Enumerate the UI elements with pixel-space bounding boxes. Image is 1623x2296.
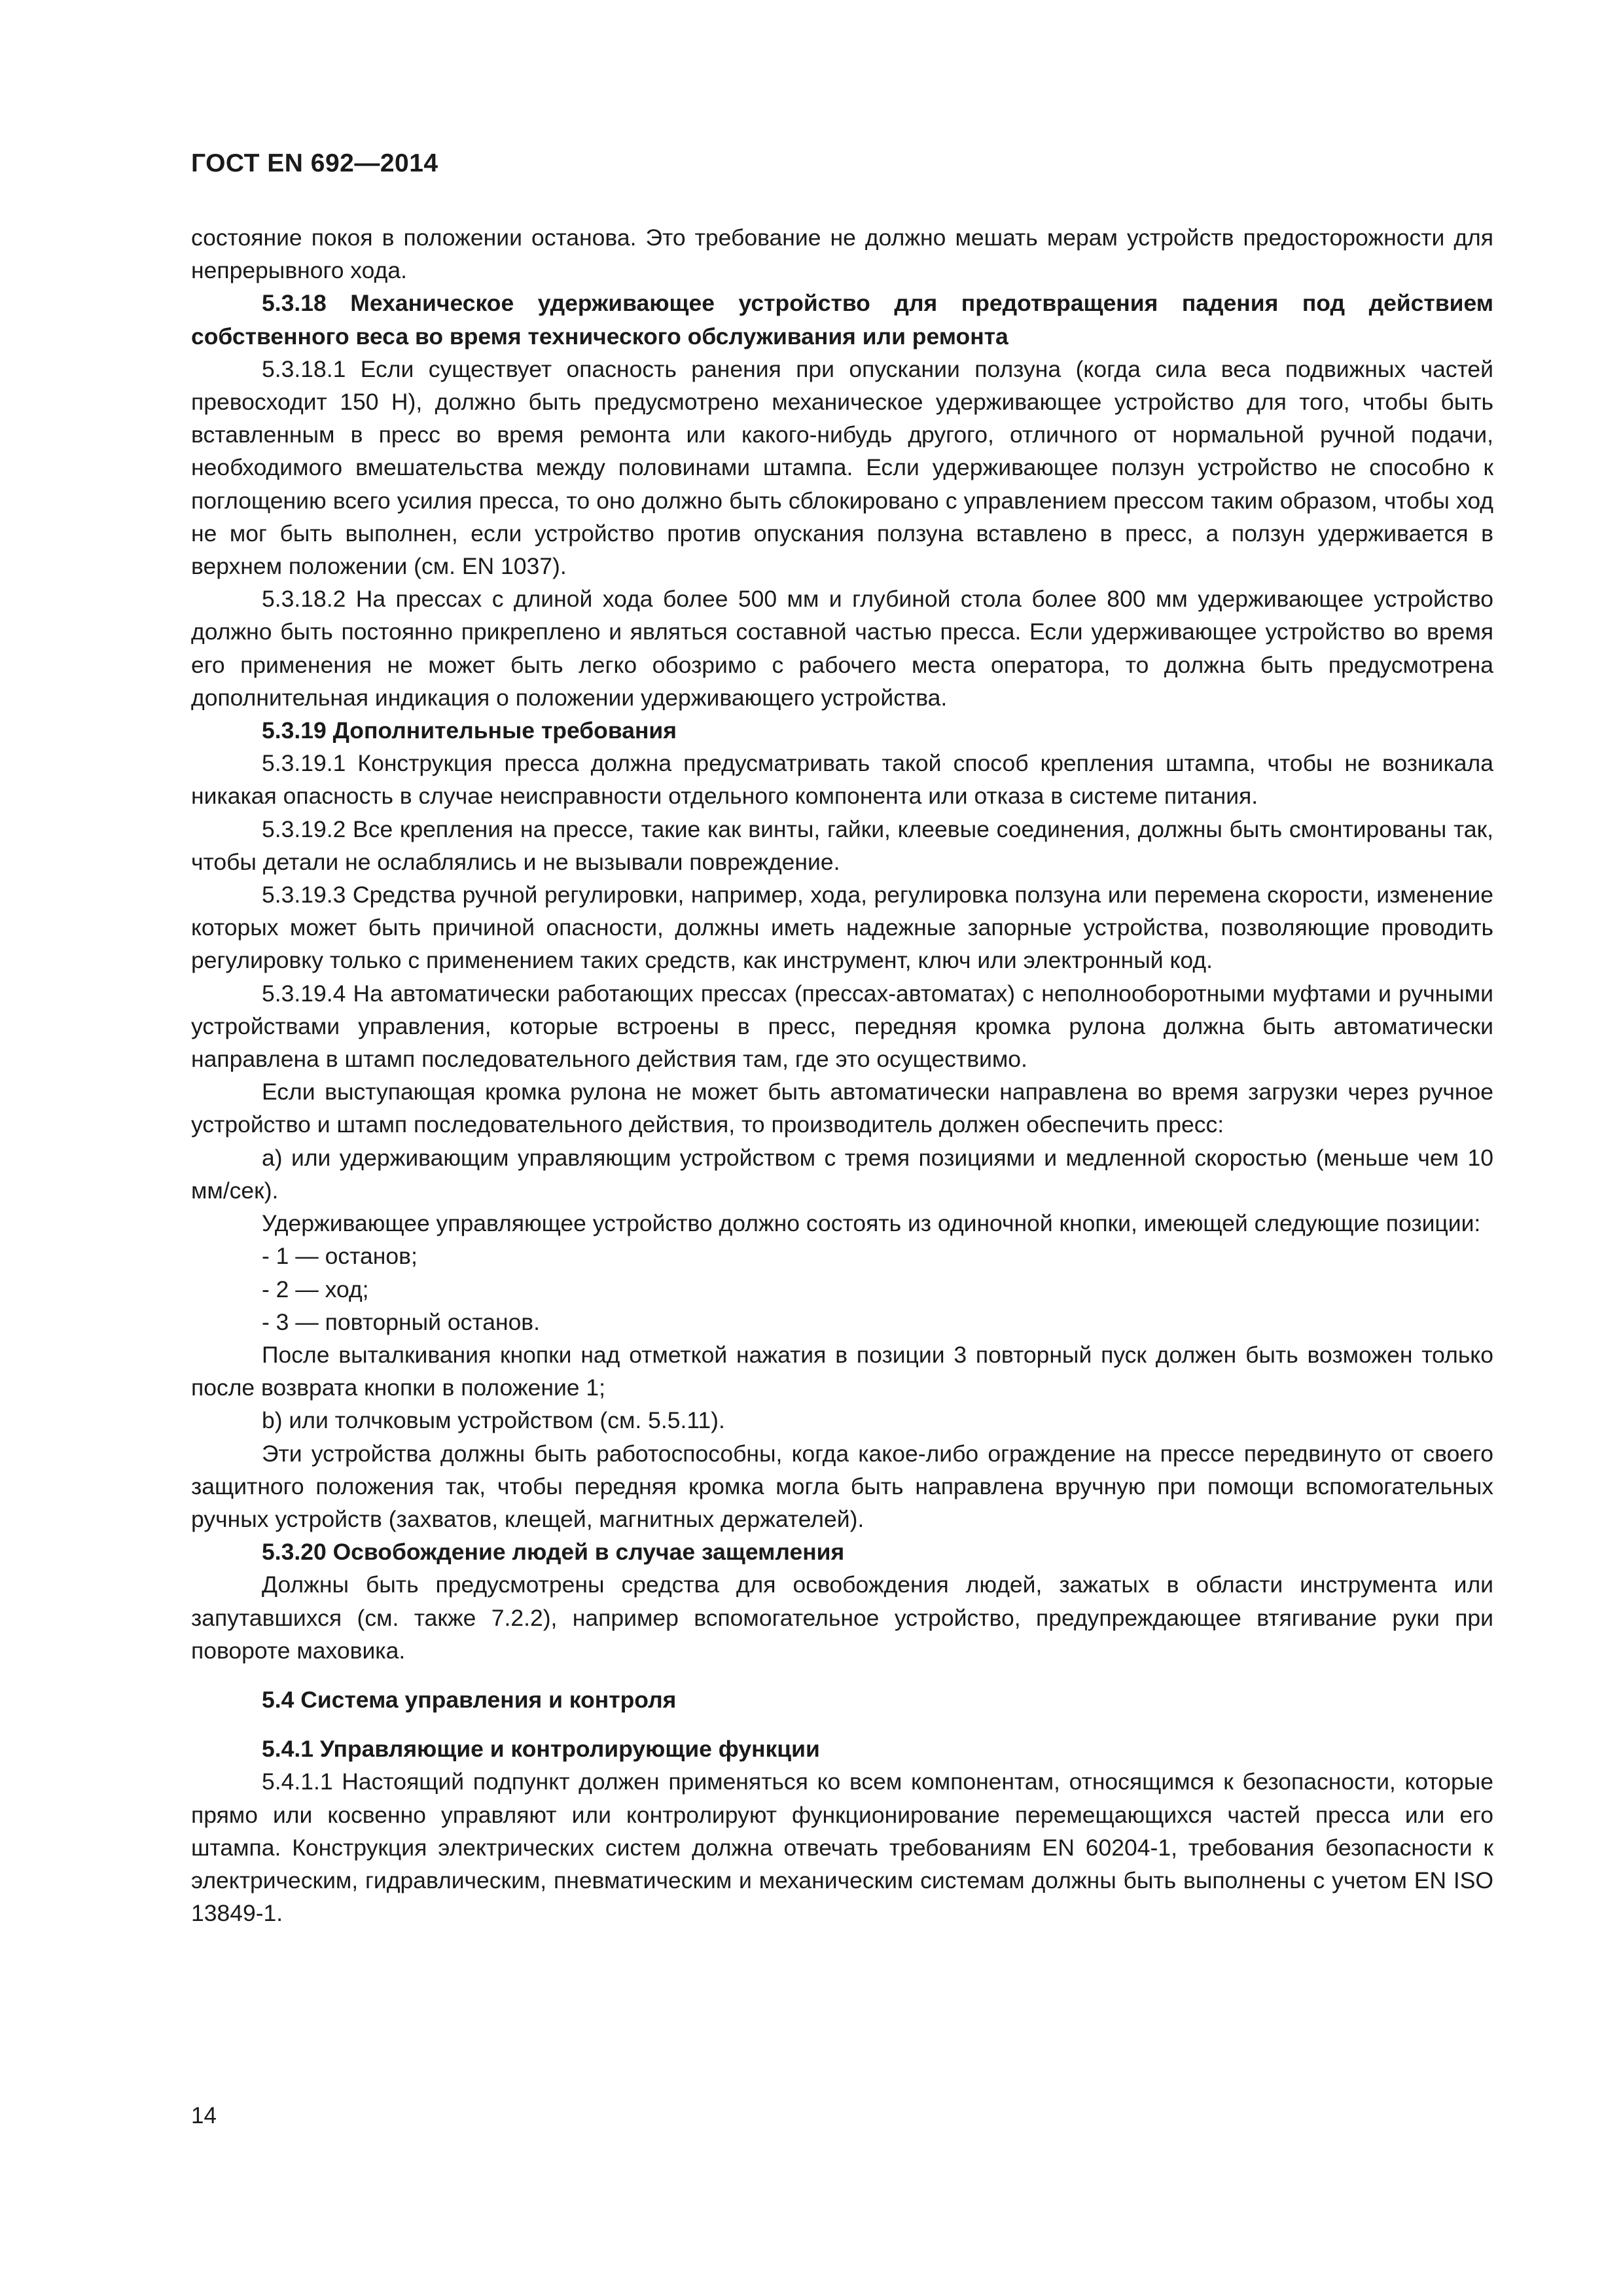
paragraph-5-3-18-1: 5.3.18.1 Если существует опасность ранения при опускании ползуна (когда сила веса подвижных частей превосходит 150 Н), должно быть предусмотрено механическое удерживающее устройство для того, чтобы быть вставленным в пресс во время ремонта или какого-нибудь другого, отличного от нормальной ручной подачи, необходимого вмешательства между половинами штампа. Если удерживающее ползун устройство не способно к поглощению всего усилия пресса, то оно должно быть сблокировано с управлением прессом таким образом, чтобы ход не мог быть выполнен, если устройство против опускания ползуна вставлено в пресс, а ползун удерживается в верхнем положении (см. EN 1037). — [191, 355, 1493, 580]
paragraph-5-3-19-3: 5.3.19.3 Средства ручной регулировки, например, хода, регулировка ползуна или перемена скорости, изменение которых может быть причиной опасности, должны иметь надежные запорные устройства, позволяющие проводить регулировку только с применением таких средств, как инструмент, ключ или электронный код. — [191, 882, 1493, 974]
list-item-position-2: - 2 — ход; — [262, 1276, 369, 1302]
page-number: 14 — [191, 2103, 217, 2128]
document-body — [191, 221, 1493, 1929]
list-item-b: b) или толчковым устройством (см. 5.5.11). — [262, 1407, 725, 1434]
paragraph-coil-edge: Если выступающая кромка рулона не может быть автоматически направлена во время загрузки через ручное устройство и штамп последовательного действия, то производитель должен обеспечить пресс: — [191, 1079, 1493, 1138]
paragraph-5-3-20: Должны быть предусмотрены средства для освобождения людей, зажатых в области инструмента или запутавшихся (см. также 7.2.2), например вспомогательное устройство, предупреждающее втягивание руки при повороте маховика. — [191, 1571, 1493, 1664]
list-item-a: а) или удерживающим управляющим устройством с тремя позициями и медленной скоростью (меньше чем 10 мм/сек). — [191, 1144, 1493, 1204]
paragraph-5-3-18-2: 5.3.18.2 На прессах с длиной хода более 500 мм и глубиной стола более 800 мм удерживающее устройство должно быть постоянно прикреплено и являться составной частью пресса. Если удерживающее устройство во время его применения не может быть легко обозримо с рабочего места оператора, то должна быть предусмотрена дополнительная индикация о положении удерживающего устройства. — [191, 586, 1493, 711]
paragraph-hold-device: Удерживающее управляющее устройство должно состоять из одиночной кнопки, имеющей следующие позиции: — [262, 1210, 1481, 1237]
paragraph-5-3-19-1: 5.3.19.1 Конструкция пресса должна предусматривать такой способ крепления штампа, чтобы не возникала никакая опасность в случае неисправности отдельного компонента или отказа в системе питания. — [191, 750, 1493, 810]
list-item-position-1: - 1 — останов; — [262, 1243, 418, 1270]
section-heading-5-3-18: 5.3.18 Механическое удерживающее устройство для предотвращения падения под действием собственного веса во время технического обслуживания или ремонта — [191, 290, 1493, 350]
section-heading-5-4: 5.4 Система управления и контроля — [262, 1686, 677, 1713]
paragraph-restart: После выталкивания кнопки над отметкой нажатия в позиции 3 повторный пуск должен быть возможен только после возврата кнопки в положение 1; — [191, 1341, 1493, 1401]
section-heading-5-3-20: 5.3.20 Освобождение людей в случае защемления — [262, 1539, 845, 1566]
paragraph-5-4-1-1: 5.4.1.1 Настоящий подпункт должен применяться ко всем компонентам, относящимся к безопасности, которые прямо или косвенно управляют или контролируют функционирование перемещающихся частей пресса или его штампа. Конструкция электрических систем должна отвечать требованиям EN 60204-1, требования безопасности к электрическим, гидравлическим, пневматическим и механическим системам должны быть выполнены с учетом EN ISO 13849-1. — [191, 1768, 1493, 1927]
section-heading-5-4-1: 5.4.1 Управляющие и контролирующие функции — [262, 1736, 820, 1763]
section-heading-5-3-19: 5.3.19 Дополнительные требования — [262, 717, 677, 744]
paragraph-continuation: состояние покоя в положении останова. Это требование не должно мешать мерам устройств предосторожности для непрерывного хода. — [191, 224, 1493, 284]
document-header: ГОСТ EN 692—2014 — [191, 149, 438, 177]
paragraph-devices-operable: Эти устройства должны быть работоспособны, когда какое-либо ограждение на прессе передвинуто от своего защитного положения так, чтобы передняя кромка могла быть направлена вручную при помощи вспомогательных ручных устройств (захватов, клещей, магнитных держателей). — [191, 1440, 1493, 1532]
paragraph-5-3-19-4: 5.3.19.4 На автоматически работающих прессах (прессах-автоматах) с неполнооборотными муфтами и ручными устройствами управления, которые встроены в пресс, передняя кромка рулона должна быть автоматически направлена в штамп последовательного действия там, где это осуществимо. — [191, 980, 1493, 1073]
list-item-position-3: - 3 — повторный останов. — [262, 1308, 541, 1335]
paragraph-5-3-19-2: 5.3.19.2 Все крепления на прессе, такие как винты, гайки, клеевые соединения, должны быть смонтированы так, чтобы детали не ослаблялись и не вызывали повреждение. — [191, 816, 1493, 875]
